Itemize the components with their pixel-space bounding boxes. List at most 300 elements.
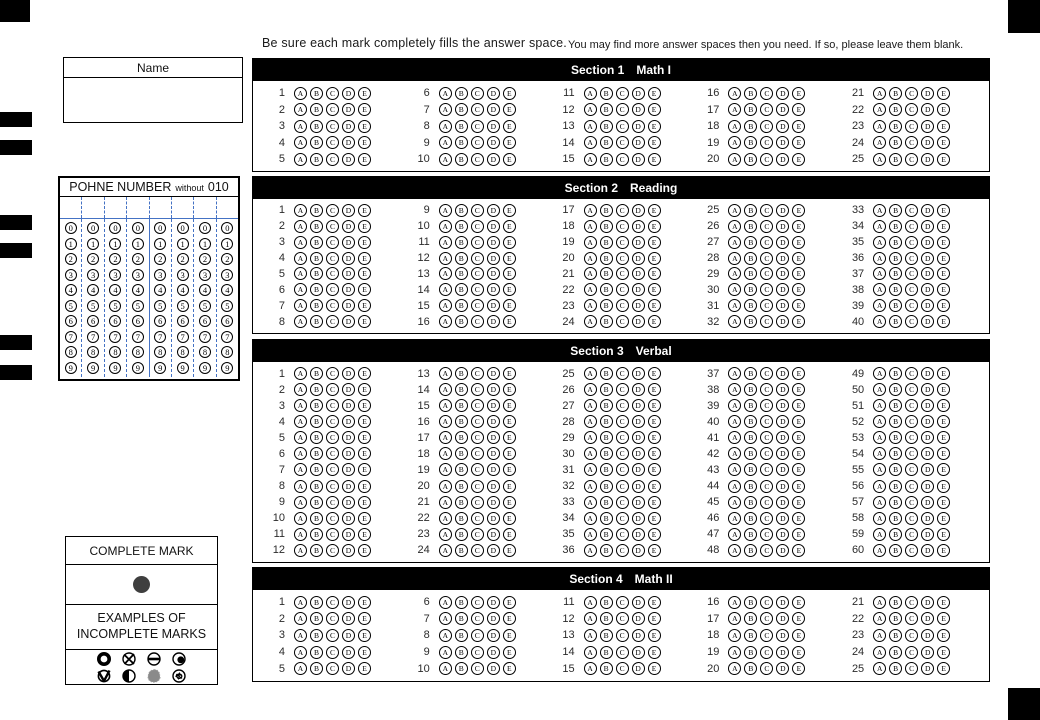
answer-bubble[interactable]: B	[600, 87, 613, 100]
answer-bubble[interactable]: D	[776, 480, 789, 493]
answer-bubble[interactable]: A	[584, 596, 597, 609]
answer-bubble[interactable]: B	[889, 596, 902, 609]
answer-bubble[interactable]: D	[632, 612, 645, 625]
answer-bubble[interactable]: D	[342, 283, 355, 296]
answer-bubble[interactable]: A	[728, 153, 741, 166]
answer-bubble[interactable]: E	[358, 220, 371, 233]
answer-bubble[interactable]: B	[600, 204, 613, 217]
answer-bubble[interactable]: B	[455, 136, 468, 149]
answer-bubble[interactable]: E	[503, 383, 516, 396]
answer-bubble[interactable]: E	[648, 399, 661, 412]
answer-bubble[interactable]: A	[728, 283, 741, 296]
answer-bubble[interactable]: E	[358, 283, 371, 296]
answer-bubble[interactable]: B	[310, 447, 323, 460]
answer-bubble[interactable]: C	[616, 399, 629, 412]
answer-bubble[interactable]: A	[439, 220, 452, 233]
answer-bubble[interactable]: C	[905, 87, 918, 100]
answer-bubble[interactable]: D	[921, 103, 934, 116]
phone-digit-bubble[interactable]: 1	[65, 238, 77, 250]
answer-bubble[interactable]: A	[728, 431, 741, 444]
answer-bubble[interactable]: C	[905, 544, 918, 557]
phone-digit-bubble[interactable]: 4	[132, 284, 144, 296]
answer-bubble[interactable]: D	[487, 512, 500, 525]
answer-bubble[interactable]: A	[294, 236, 307, 249]
answer-bubble[interactable]: E	[358, 299, 371, 312]
phone-digit-bubble[interactable]: 5	[87, 300, 99, 312]
answer-bubble[interactable]: C	[760, 315, 773, 328]
answer-bubble[interactable]: E	[503, 431, 516, 444]
answer-bubble[interactable]: C	[616, 383, 629, 396]
answer-bubble[interactable]: A	[584, 447, 597, 460]
answer-bubble[interactable]: B	[600, 283, 613, 296]
answer-bubble[interactable]: C	[760, 480, 773, 493]
answer-bubble[interactable]: E	[503, 283, 516, 296]
answer-bubble[interactable]: C	[471, 299, 484, 312]
answer-bubble[interactable]: C	[326, 431, 339, 444]
answer-bubble[interactable]: D	[776, 136, 789, 149]
phone-digit-bubble[interactable]: 9	[177, 362, 189, 374]
answer-bubble[interactable]: D	[632, 431, 645, 444]
answer-bubble[interactable]: C	[471, 528, 484, 541]
answer-bubble[interactable]: E	[648, 103, 661, 116]
answer-bubble[interactable]: B	[310, 236, 323, 249]
answer-bubble[interactable]: E	[937, 496, 950, 509]
answer-bubble[interactable]: E	[648, 480, 661, 493]
answer-bubble[interactable]: A	[294, 646, 307, 659]
answer-bubble[interactable]: A	[439, 496, 452, 509]
answer-bubble[interactable]: A	[439, 596, 452, 609]
answer-bubble[interactable]: A	[728, 120, 741, 133]
answer-bubble[interactable]: A	[439, 447, 452, 460]
answer-bubble[interactable]: C	[326, 283, 339, 296]
answer-bubble[interactable]: A	[584, 383, 597, 396]
answer-bubble[interactable]: E	[937, 367, 950, 380]
answer-bubble[interactable]: C	[471, 283, 484, 296]
answer-bubble[interactable]: A	[584, 646, 597, 659]
phone-digit-bubble[interactable]: 9	[109, 362, 121, 374]
answer-bubble[interactable]: B	[310, 120, 323, 133]
answer-bubble[interactable]: D	[776, 544, 789, 557]
answer-bubble[interactable]: A	[728, 496, 741, 509]
answer-bubble[interactable]: C	[760, 87, 773, 100]
answer-bubble[interactable]: C	[471, 87, 484, 100]
answer-bubble[interactable]: A	[294, 415, 307, 428]
answer-bubble[interactable]: B	[889, 496, 902, 509]
answer-bubble[interactable]: B	[744, 252, 757, 265]
answer-bubble[interactable]: A	[584, 136, 597, 149]
answer-bubble[interactable]: A	[873, 612, 886, 625]
answer-bubble[interactable]: D	[776, 662, 789, 675]
phone-digit-bubble[interactable]: 6	[199, 315, 211, 327]
answer-bubble[interactable]: E	[792, 612, 805, 625]
phone-digit-bubble[interactable]: 6	[154, 315, 166, 327]
answer-bubble[interactable]: A	[439, 415, 452, 428]
answer-bubble[interactable]: E	[358, 612, 371, 625]
answer-bubble[interactable]: E	[937, 315, 950, 328]
answer-bubble[interactable]: D	[921, 431, 934, 444]
phone-digit-bubble[interactable]: 0	[177, 222, 189, 234]
answer-bubble[interactable]: B	[310, 87, 323, 100]
answer-bubble[interactable]: D	[632, 596, 645, 609]
answer-bubble[interactable]: E	[648, 612, 661, 625]
phone-digit-bubble[interactable]: 9	[199, 362, 211, 374]
answer-bubble[interactable]: E	[648, 267, 661, 280]
answer-bubble[interactable]: D	[776, 120, 789, 133]
answer-bubble[interactable]: D	[921, 204, 934, 217]
answer-bubble[interactable]: A	[294, 220, 307, 233]
answer-bubble[interactable]: C	[326, 315, 339, 328]
answer-bubble[interactable]: C	[326, 153, 339, 166]
answer-bubble[interactable]: D	[487, 367, 500, 380]
answer-bubble[interactable]: C	[471, 136, 484, 149]
answer-bubble[interactable]: E	[358, 544, 371, 557]
answer-bubble[interactable]: A	[728, 252, 741, 265]
answer-bubble[interactable]: B	[600, 544, 613, 557]
answer-bubble[interactable]: E	[792, 528, 805, 541]
answer-bubble[interactable]: B	[889, 612, 902, 625]
answer-bubble[interactable]: E	[358, 512, 371, 525]
answer-bubble[interactable]: A	[294, 283, 307, 296]
answer-bubble[interactable]: B	[310, 528, 323, 541]
answer-bubble[interactable]: A	[439, 103, 452, 116]
answer-bubble[interactable]: A	[728, 87, 741, 100]
answer-bubble[interactable]: C	[471, 204, 484, 217]
answer-bubble[interactable]: C	[326, 383, 339, 396]
answer-bubble[interactable]: E	[937, 480, 950, 493]
answer-bubble[interactable]: D	[632, 528, 645, 541]
phone-write-cell[interactable]	[172, 197, 194, 218]
answer-bubble[interactable]: C	[760, 512, 773, 525]
answer-bubble[interactable]: A	[294, 612, 307, 625]
answer-bubble[interactable]: C	[760, 153, 773, 166]
answer-bubble[interactable]: E	[503, 204, 516, 217]
answer-bubble[interactable]: C	[326, 612, 339, 625]
answer-bubble[interactable]: C	[760, 136, 773, 149]
answer-bubble[interactable]: C	[760, 367, 773, 380]
answer-bubble[interactable]: A	[584, 103, 597, 116]
answer-bubble[interactable]: E	[792, 236, 805, 249]
phone-write-cell[interactable]	[127, 197, 149, 218]
answer-bubble[interactable]: A	[294, 480, 307, 493]
answer-bubble[interactable]: E	[937, 299, 950, 312]
answer-bubble[interactable]: C	[326, 220, 339, 233]
answer-bubble[interactable]: B	[889, 283, 902, 296]
answer-bubble[interactable]: D	[342, 236, 355, 249]
answer-bubble[interactable]: B	[744, 662, 757, 675]
answer-bubble[interactable]: C	[616, 544, 629, 557]
phone-digit-bubble[interactable]: 8	[132, 346, 144, 358]
phone-digit-bubble[interactable]: 2	[87, 253, 99, 265]
answer-bubble[interactable]: D	[776, 612, 789, 625]
answer-bubble[interactable]: A	[439, 399, 452, 412]
answer-bubble[interactable]: B	[744, 120, 757, 133]
answer-bubble[interactable]: C	[905, 367, 918, 380]
answer-bubble[interactable]: E	[503, 447, 516, 460]
answer-bubble[interactable]: C	[326, 447, 339, 460]
answer-bubble[interactable]: A	[873, 267, 886, 280]
answer-bubble[interactable]: B	[600, 267, 613, 280]
answer-bubble[interactable]: D	[921, 629, 934, 642]
answer-bubble[interactable]: A	[873, 87, 886, 100]
answer-bubble[interactable]: D	[921, 87, 934, 100]
phone-digit-bubble[interactable]: 9	[87, 362, 99, 374]
answer-bubble[interactable]: D	[342, 220, 355, 233]
answer-bubble[interactable]: E	[358, 120, 371, 133]
answer-bubble[interactable]: E	[648, 136, 661, 149]
answer-bubble[interactable]: C	[326, 103, 339, 116]
answer-bubble[interactable]: E	[937, 267, 950, 280]
answer-bubble[interactable]: C	[760, 267, 773, 280]
phone-digit-bubble[interactable]: 2	[177, 253, 189, 265]
answer-bubble[interactable]: C	[905, 236, 918, 249]
answer-bubble[interactable]: C	[616, 136, 629, 149]
answer-bubble[interactable]: D	[776, 315, 789, 328]
answer-bubble[interactable]: E	[937, 236, 950, 249]
answer-bubble[interactable]: C	[471, 236, 484, 249]
answer-bubble[interactable]: A	[584, 204, 597, 217]
answer-bubble[interactable]: D	[342, 399, 355, 412]
phone-write-cell[interactable]	[217, 197, 238, 218]
answer-bubble[interactable]: B	[455, 447, 468, 460]
answer-bubble[interactable]: B	[889, 447, 902, 460]
answer-bubble[interactable]: D	[921, 299, 934, 312]
answer-bubble[interactable]: A	[873, 662, 886, 675]
answer-bubble[interactable]: D	[487, 480, 500, 493]
answer-bubble[interactable]: A	[584, 431, 597, 444]
answer-bubble[interactable]: E	[503, 367, 516, 380]
answer-bubble[interactable]: B	[744, 153, 757, 166]
answer-bubble[interactable]: E	[648, 87, 661, 100]
answer-bubble[interactable]: A	[873, 220, 886, 233]
answer-bubble[interactable]: D	[632, 480, 645, 493]
answer-bubble[interactable]: B	[310, 629, 323, 642]
answer-bubble[interactable]: C	[905, 646, 918, 659]
phone-digit-bubble[interactable]: 5	[109, 300, 121, 312]
answer-bubble[interactable]: B	[310, 299, 323, 312]
answer-bubble[interactable]: C	[905, 415, 918, 428]
answer-bubble[interactable]: E	[358, 480, 371, 493]
answer-bubble[interactable]: A	[439, 544, 452, 557]
phone-digit-bubble[interactable]: 2	[132, 253, 144, 265]
answer-bubble[interactable]: B	[455, 463, 468, 476]
answer-bubble[interactable]: E	[358, 87, 371, 100]
answer-bubble[interactable]: A	[584, 662, 597, 675]
answer-bubble[interactable]: B	[744, 496, 757, 509]
answer-bubble[interactable]: A	[439, 480, 452, 493]
phone-digit-bubble[interactable]: 4	[109, 284, 121, 296]
answer-bubble[interactable]: C	[471, 596, 484, 609]
answer-bubble[interactable]: A	[728, 596, 741, 609]
answer-bubble[interactable]: A	[294, 120, 307, 133]
answer-bubble[interactable]: C	[471, 120, 484, 133]
answer-bubble[interactable]: D	[487, 87, 500, 100]
answer-bubble[interactable]: B	[744, 367, 757, 380]
answer-bubble[interactable]: D	[921, 512, 934, 525]
phone-digit-bubble[interactable]: 7	[199, 331, 211, 343]
answer-bubble[interactable]: D	[632, 399, 645, 412]
answer-bubble[interactable]: E	[358, 236, 371, 249]
answer-bubble[interactable]: A	[439, 528, 452, 541]
answer-bubble[interactable]: D	[487, 463, 500, 476]
answer-bubble[interactable]: D	[776, 629, 789, 642]
answer-bubble[interactable]: D	[342, 87, 355, 100]
phone-digit-bubble[interactable]: 1	[199, 238, 211, 250]
answer-bubble[interactable]: A	[728, 415, 741, 428]
answer-bubble[interactable]: C	[471, 399, 484, 412]
answer-bubble[interactable]: D	[342, 662, 355, 675]
phone-digit-bubble[interactable]: 7	[132, 331, 144, 343]
answer-bubble[interactable]: A	[439, 315, 452, 328]
answer-bubble[interactable]: E	[937, 136, 950, 149]
answer-bubble[interactable]: B	[889, 204, 902, 217]
phone-digit-bubble[interactable]: 9	[221, 362, 233, 374]
answer-bubble[interactable]: C	[616, 204, 629, 217]
answer-bubble[interactable]: A	[294, 315, 307, 328]
answer-bubble[interactable]: E	[648, 662, 661, 675]
answer-bubble[interactable]: D	[342, 299, 355, 312]
phone-digit-bubble[interactable]: 0	[199, 222, 211, 234]
answer-bubble[interactable]: C	[760, 662, 773, 675]
answer-bubble[interactable]: C	[616, 103, 629, 116]
answer-bubble[interactable]: D	[342, 596, 355, 609]
answer-bubble[interactable]: D	[342, 447, 355, 460]
answer-bubble[interactable]: C	[760, 629, 773, 642]
answer-bubble[interactable]: D	[776, 415, 789, 428]
answer-bubble[interactable]: D	[776, 431, 789, 444]
answer-bubble[interactable]: D	[342, 528, 355, 541]
answer-bubble[interactable]: E	[503, 646, 516, 659]
phone-digit-bubble[interactable]: 2	[154, 253, 166, 265]
answer-bubble[interactable]: E	[648, 415, 661, 428]
answer-bubble[interactable]: A	[728, 136, 741, 149]
answer-bubble[interactable]: A	[728, 629, 741, 642]
answer-bubble[interactable]: D	[632, 236, 645, 249]
answer-bubble[interactable]: D	[921, 646, 934, 659]
answer-bubble[interactable]: D	[487, 153, 500, 166]
phone-write-cell[interactable]	[105, 197, 127, 218]
answer-bubble[interactable]: D	[342, 480, 355, 493]
answer-bubble[interactable]: A	[294, 512, 307, 525]
answer-bubble[interactable]: C	[760, 383, 773, 396]
answer-bubble[interactable]: A	[728, 662, 741, 675]
answer-bubble[interactable]: A	[584, 220, 597, 233]
answer-bubble[interactable]: A	[873, 120, 886, 133]
answer-bubble[interactable]: A	[439, 120, 452, 133]
answer-bubble[interactable]: D	[632, 220, 645, 233]
answer-bubble[interactable]: A	[439, 367, 452, 380]
answer-bubble[interactable]: D	[921, 447, 934, 460]
answer-bubble[interactable]: D	[776, 512, 789, 525]
answer-bubble[interactable]: C	[616, 252, 629, 265]
answer-bubble[interactable]: C	[616, 496, 629, 509]
answer-bubble[interactable]: B	[889, 399, 902, 412]
phone-digit-bubble[interactable]: 3	[87, 269, 99, 281]
answer-bubble[interactable]: A	[439, 267, 452, 280]
phone-digit-bubble[interactable]: 8	[109, 346, 121, 358]
answer-bubble[interactable]: B	[455, 612, 468, 625]
answer-bubble[interactable]: D	[632, 103, 645, 116]
answer-bubble[interactable]: D	[487, 220, 500, 233]
answer-bubble[interactable]: A	[728, 220, 741, 233]
answer-bubble[interactable]: C	[905, 399, 918, 412]
answer-bubble[interactable]: C	[616, 596, 629, 609]
answer-bubble[interactable]: A	[439, 383, 452, 396]
answer-bubble[interactable]: C	[616, 367, 629, 380]
answer-bubble[interactable]: D	[632, 315, 645, 328]
answer-bubble[interactable]: A	[439, 646, 452, 659]
answer-bubble[interactable]: C	[905, 447, 918, 460]
answer-bubble[interactable]: B	[455, 204, 468, 217]
answer-bubble[interactable]: B	[600, 596, 613, 609]
answer-bubble[interactable]: E	[937, 662, 950, 675]
answer-bubble[interactable]: B	[744, 299, 757, 312]
phone-digit-bubble[interactable]: 0	[221, 222, 233, 234]
answer-bubble[interactable]: B	[889, 463, 902, 476]
answer-bubble[interactable]: A	[873, 283, 886, 296]
name-field[interactable]	[64, 78, 242, 122]
answer-bubble[interactable]: D	[342, 512, 355, 525]
answer-bubble[interactable]: B	[310, 596, 323, 609]
answer-bubble[interactable]: A	[439, 512, 452, 525]
answer-bubble[interactable]: C	[616, 236, 629, 249]
answer-bubble[interactable]: D	[342, 136, 355, 149]
answer-bubble[interactable]: C	[905, 267, 918, 280]
phone-digit-bubble[interactable]: 5	[154, 300, 166, 312]
answer-bubble[interactable]: E	[792, 596, 805, 609]
answer-bubble[interactable]: C	[616, 220, 629, 233]
phone-digit-bubble[interactable]: 3	[65, 269, 77, 281]
answer-bubble[interactable]: C	[760, 447, 773, 460]
answer-bubble[interactable]: B	[744, 315, 757, 328]
answer-bubble[interactable]: E	[503, 252, 516, 265]
phone-digit-bubble[interactable]: 7	[221, 331, 233, 343]
answer-bubble[interactable]: B	[744, 512, 757, 525]
answer-bubble[interactable]: E	[792, 283, 805, 296]
answer-bubble[interactable]: D	[921, 383, 934, 396]
answer-bubble[interactable]: A	[439, 283, 452, 296]
answer-bubble[interactable]: C	[905, 612, 918, 625]
answer-bubble[interactable]: E	[792, 629, 805, 642]
answer-bubble[interactable]: C	[326, 480, 339, 493]
answer-bubble[interactable]: C	[326, 252, 339, 265]
answer-bubble[interactable]: A	[873, 512, 886, 525]
answer-bubble[interactable]: B	[600, 480, 613, 493]
answer-bubble[interactable]: A	[584, 252, 597, 265]
answer-bubble[interactable]: E	[792, 315, 805, 328]
answer-bubble[interactable]: B	[889, 153, 902, 166]
answer-bubble[interactable]: E	[503, 662, 516, 675]
answer-bubble[interactable]: B	[889, 120, 902, 133]
answer-bubble[interactable]: D	[487, 629, 500, 642]
answer-bubble[interactable]: B	[889, 136, 902, 149]
answer-bubble[interactable]: B	[600, 236, 613, 249]
answer-bubble[interactable]: E	[358, 447, 371, 460]
answer-bubble[interactable]: C	[471, 315, 484, 328]
answer-bubble[interactable]: E	[648, 153, 661, 166]
answer-bubble[interactable]: A	[873, 299, 886, 312]
answer-bubble[interactable]: D	[776, 399, 789, 412]
answer-bubble[interactable]: C	[326, 528, 339, 541]
answer-bubble[interactable]: A	[294, 662, 307, 675]
answer-bubble[interactable]: E	[358, 496, 371, 509]
answer-bubble[interactable]: E	[648, 629, 661, 642]
answer-bubble[interactable]: E	[503, 596, 516, 609]
phone-digit-bubble[interactable]: 8	[154, 346, 166, 358]
answer-bubble[interactable]: E	[937, 87, 950, 100]
answer-bubble[interactable]: C	[760, 220, 773, 233]
answer-bubble[interactable]: C	[326, 596, 339, 609]
answer-bubble[interactable]: A	[584, 399, 597, 412]
